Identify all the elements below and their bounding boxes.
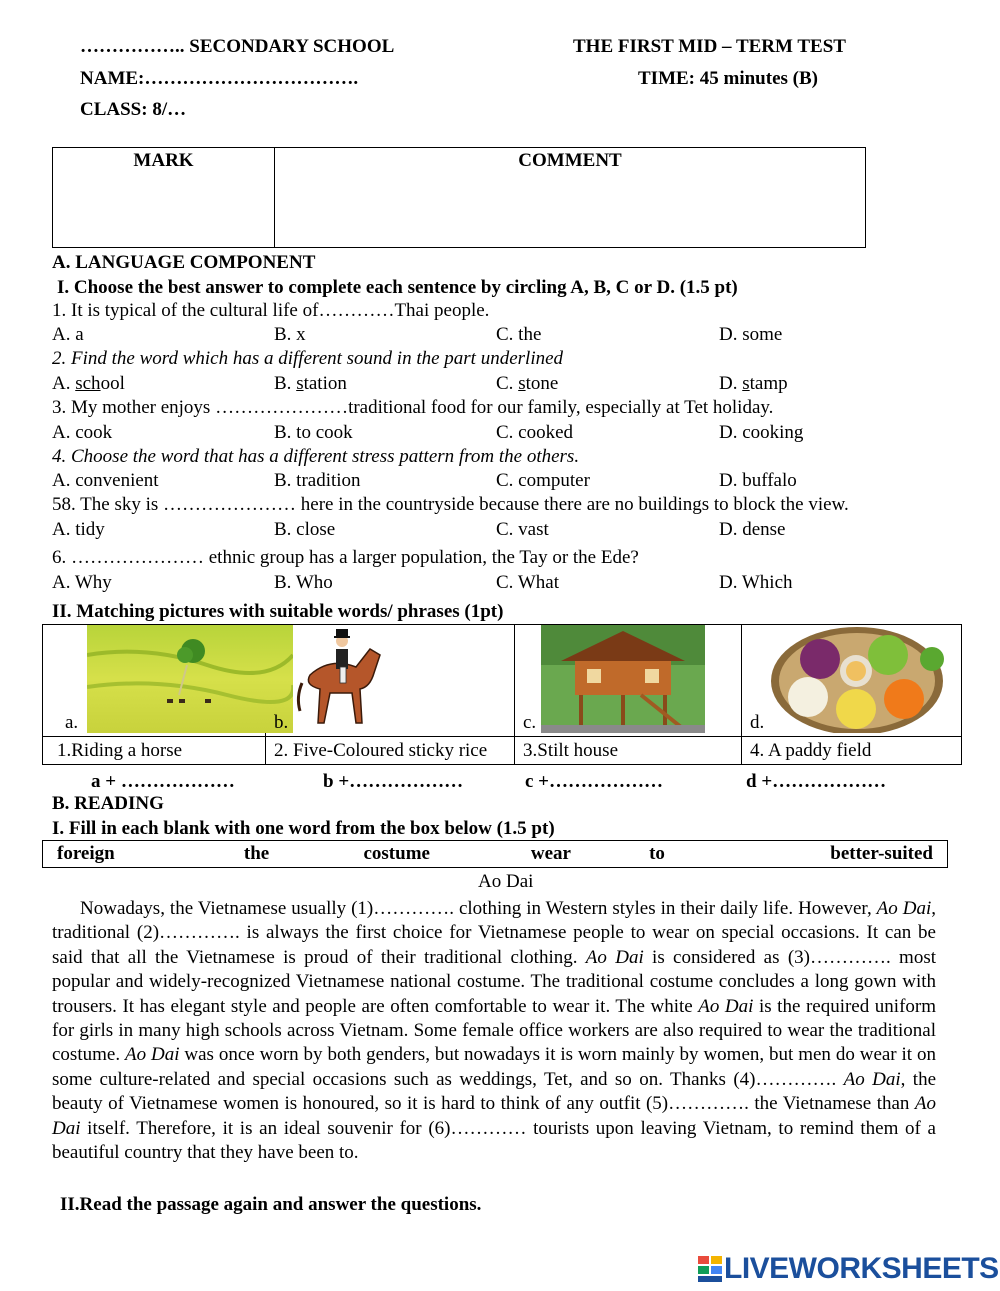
reading-passage [52, 897, 936, 1165]
question-4: 4. Choose the word that has a different stress pattern from the others. [52, 446, 580, 467]
phrase-1: 1.Riding a horse [43, 737, 266, 765]
test-title: THE FIRST MID – TERM TEST [573, 36, 846, 57]
comment-cell: COMMENT [275, 148, 866, 248]
q2-option-b[interactable]: B. station [274, 373, 347, 394]
word-box-item: wear [530, 843, 571, 864]
q2-option-c[interactable]: C. stone [496, 373, 559, 394]
passage-text: , the beauty of Vietnamese women is honoured, so it is hard to think of any outfit (5)…………. the Vietnamese than [52, 1068, 936, 1115]
picture-label-c: c. [523, 712, 537, 733]
passage-italic: Ao Dai [876, 898, 932, 919]
question-5: 58. The sky is ………………… here in the countryside because there are no buildings to block the view. [52, 494, 849, 515]
student-name-field: NAME:……………………………. [80, 68, 359, 89]
liveworksheets-logo [698, 1252, 999, 1286]
sticky-rice-image [768, 625, 946, 733]
answer-b[interactable]: b +……………… [323, 771, 464, 792]
q6-option-a[interactable]: A. Why [52, 572, 112, 593]
section-a-title: A. LANGUAGE COMPONENT [52, 252, 316, 273]
phrase-2: 2. Five-Coloured sticky rice [266, 737, 515, 765]
picture-cell-d [742, 625, 962, 737]
passage-text: , traditional (2)…………. is always the first choice for Vietnamese people to wear on special occasions. It can be said that all the Vietnamese is proud of their traditional clothing. [52, 898, 936, 968]
passage-text: is the required uniform for girls in many high schools across Vietnam. Some female office workers are also required to wear the traditional costume. [52, 995, 936, 1066]
q6-option-b[interactable]: B. Who [274, 572, 333, 593]
passage-italic: Ao Dai [585, 946, 644, 968]
school-name: …………….. SECONDARY SCHOOL [80, 36, 395, 57]
word-box-item: the [243, 843, 270, 864]
q4-option-c[interactable]: C. computer [496, 470, 590, 491]
q4-option-d[interactable]: D. buffalo [719, 470, 797, 491]
q1-option-d[interactable]: D. some [719, 324, 783, 345]
picture-cell-a [43, 625, 266, 737]
q4-option-a[interactable]: A. convenient [52, 470, 159, 491]
picture-label-b: b. [274, 712, 289, 733]
passage-title: Ao Dai [478, 871, 534, 892]
passage-italic: Ao Dai [124, 1044, 180, 1066]
q5-option-a[interactable]: A. tidy [52, 519, 105, 540]
word-box-item: costume [363, 843, 430, 864]
answer-c[interactable]: c +……………… [525, 771, 664, 792]
question-6: 6. ………………… ethnic group has a larger population, the Tay or the Ede? [52, 547, 639, 568]
answer-a[interactable]: a + ……………… [91, 771, 235, 792]
reading-part1-instruction: I. Fill in each blank with one word from the box below (1.5 pt) [52, 818, 555, 839]
q1-option-c[interactable]: C. the [496, 324, 542, 345]
q2-option-a[interactable]: A. school [52, 373, 125, 394]
q5-option-d[interactable]: D. dense [719, 519, 786, 540]
matching-table [42, 624, 962, 765]
q2-option-d[interactable]: D. stamp [719, 373, 788, 394]
part2-instruction: II. Matching pictures with suitable words/ phrases (1pt) [52, 601, 504, 622]
passage-italic: Ao Dai [843, 1068, 901, 1090]
q1-option-a[interactable]: A. a [52, 324, 84, 345]
mark-cell: MARK [53, 148, 275, 248]
passage-text: was once worn by both genders, but nowadays it is worn mainly by women, but men do wear it on some culture-related and special occasions such as weddings, Tet, and so on. Thanks (4)…………. [52, 1044, 936, 1090]
word-box [42, 840, 948, 868]
word-box-item: foreign [57, 843, 115, 864]
picture-cell-b [266, 625, 515, 737]
passage-italic: Ao Dai [52, 1093, 936, 1139]
test-time: TIME: 45 minutes (B) [638, 68, 818, 89]
q6-option-c[interactable]: C. What [496, 572, 559, 593]
q3-option-b[interactable]: B. to cook [274, 422, 353, 443]
word-box-item: better-suited [830, 843, 933, 864]
reading-part2-instruction: II.Read the passage again and answer the questions. [60, 1194, 482, 1215]
phrase-4: 4. A paddy field [742, 737, 962, 765]
part1-instruction: I. Choose the best answer to complete each sentence by circling A, B, C or D. (1.5 pt) [57, 277, 738, 298]
class-field: CLASS: 8/… [80, 99, 187, 120]
picture-label-a: a. [65, 712, 79, 733]
question-1: 1. It is typical of the cultural life of…………Thai people. [52, 300, 490, 321]
q5-option-b[interactable]: B. close [274, 519, 336, 540]
section-b-title: B. READING [52, 793, 164, 814]
logo-mark-icon [698, 1254, 724, 1284]
q5-option-c[interactable]: C. vast [496, 519, 549, 540]
q1-option-b[interactable]: B. x [274, 324, 306, 345]
paddy-field-image [87, 625, 293, 733]
mark-comment-table [52, 147, 866, 248]
q3-option-d[interactable]: D. cooking [719, 422, 804, 443]
picture-cell-c [515, 625, 742, 737]
word-box-item: to [649, 843, 665, 864]
passage-text: itself. Therefore, it is an ideal souvenir for (6)………… tourists upon leaving Vietnam, to remind them of a beautiful country that they have been to. [52, 1117, 936, 1164]
question-2: 2. Find the word which has a different sound in the part underlined [52, 348, 564, 369]
answer-d[interactable]: d +……………… [746, 771, 887, 792]
passage-italic: Ao Dai [698, 995, 754, 1017]
picture-label-d: d. [750, 712, 765, 733]
horse-rider-image [290, 627, 390, 735]
phrase-3: 3.Stilt house [515, 737, 742, 765]
stilt-house-image [541, 625, 705, 733]
q4-option-b[interactable]: B. tradition [274, 470, 361, 491]
passage-text: Nowadays, the Vietnamese usually (1)…………. clothing in Western styles in their daily life. However, [80, 898, 877, 919]
passage-text: is considered as (3)…………. most popular and widely-recognized Vietnamese national costume. The traditional costume concludes a long gown with trousers. It has elegant style and people are often comfortable to wear it. The white [52, 946, 936, 1017]
q3-option-a[interactable]: A. cook [52, 422, 113, 443]
question-3: 3. My mother enjoys …………………traditional food for our family, especially at Tet holiday. [52, 397, 774, 418]
logo-text: LIVEWORKSHEETS [724, 1252, 999, 1285]
q6-option-d[interactable]: D. Which [719, 572, 793, 593]
q3-option-c[interactable]: C. cooked [496, 422, 574, 443]
